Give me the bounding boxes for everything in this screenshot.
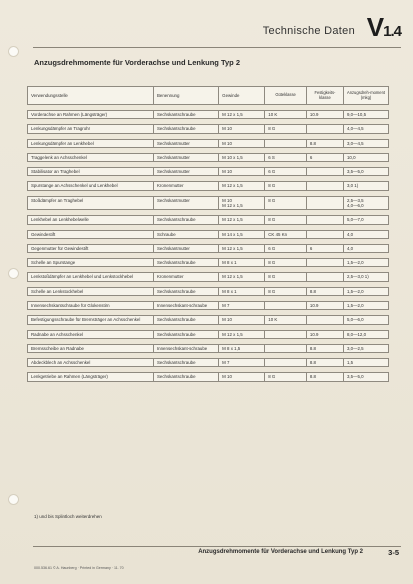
cell-location: Vorderachse an Rahmen (Längsträger) xyxy=(28,111,154,119)
cell-quality-class: 10 K xyxy=(265,316,307,324)
cell-location: Stoßdämpfer an Traghebel xyxy=(28,196,154,210)
cell-location: Schelle an Lenkstockhebel xyxy=(28,287,154,295)
cell-thread: M 10 M 12 x 1,5 xyxy=(219,196,265,210)
table-row xyxy=(28,373,389,381)
cell-strength-class: 8.8 xyxy=(306,287,343,295)
cell-torque: 3,5—5,0 xyxy=(343,373,388,381)
cell-torque: 1,5—2,0 xyxy=(343,301,388,309)
cell-torque: 10,0 xyxy=(343,153,388,161)
cell-torque: 1,5 xyxy=(343,359,388,367)
cell-location: Bremsscheibe an Radnabe xyxy=(28,344,154,352)
table-row xyxy=(28,111,389,119)
cell-thread: M 12 x 1,5 xyxy=(219,330,265,338)
col-header-quality-class: Güteklasse xyxy=(265,87,307,105)
cell-quality-class xyxy=(265,344,307,352)
cell-quality-class xyxy=(265,139,307,147)
section-title: Technische Daten xyxy=(262,25,355,37)
cell-designation: Sechskantmutter xyxy=(153,168,218,176)
cell-strength-class: 10.9 xyxy=(306,111,343,119)
page-title: Anzugsdrehmomente für Vorderachse und Lenkung Typ 2 xyxy=(34,58,240,67)
cell-thread: M 10 xyxy=(219,316,265,324)
torque-table xyxy=(27,86,389,382)
col-header-strength-class: Festigkeits-klasse xyxy=(306,87,343,105)
cell-torque: 3,0—2,5 xyxy=(343,344,388,352)
cell-designation: Sechskantmutter xyxy=(153,153,218,161)
cell-strength-class xyxy=(306,182,343,190)
cell-location: Lenkungsdämpfer an Tragrohr xyxy=(28,125,154,133)
cell-strength-class xyxy=(306,168,343,176)
cell-quality-class: 6 S xyxy=(265,153,307,161)
cell-strength-class xyxy=(306,230,343,238)
cell-location: Abdeckblech an Achsschenkel xyxy=(28,359,154,367)
cell-torque: 4,0 xyxy=(343,244,388,252)
cell-quality-class: 6 G xyxy=(265,168,307,176)
table-row xyxy=(28,330,389,338)
table-row xyxy=(28,139,389,147)
footnote: 1) und bis Splintloch weiterdrehen xyxy=(34,514,102,519)
cell-quality-class: 6 G xyxy=(265,244,307,252)
cell-strength-class xyxy=(306,196,343,210)
cell-location: Gegenmutter für Gewindestift xyxy=(28,244,154,252)
cell-strength-class: 10.9 xyxy=(306,330,343,338)
cell-thread: M 12 x 1,5 xyxy=(219,182,265,190)
cell-designation: Sechskantmutter xyxy=(153,244,218,252)
cell-location: Traggelenk an Achsschenkel xyxy=(28,153,154,161)
cell-thread: M 10 xyxy=(219,125,265,133)
section-code xyxy=(367,12,401,43)
cell-quality-class xyxy=(265,330,307,338)
col-header-thread: Gewinde xyxy=(219,87,265,105)
cell-torque: 3,5—5,0 xyxy=(343,168,388,176)
cell-designation: Schraube xyxy=(153,230,218,238)
cell-location: Radnabe an Achsschenkel xyxy=(28,330,154,338)
cell-torque: 1,5—2,0 xyxy=(343,287,388,295)
cell-designation: Sechskantschraube xyxy=(153,125,218,133)
cell-quality-class: 8 G xyxy=(265,259,307,267)
cell-designation: Kronenmutter xyxy=(153,182,218,190)
cell-thread: M 14 x 1,5 xyxy=(219,230,265,238)
punch-hole xyxy=(8,268,19,279)
cell-quality-class: CK 45 Kn xyxy=(265,230,307,238)
cell-thread: M 10 xyxy=(219,373,265,381)
cell-thread: M 12 x 1,5 xyxy=(219,111,265,119)
cell-designation: Sechskantschraube xyxy=(153,287,218,295)
col-header-location: Verwendungsstelle xyxy=(28,87,154,105)
table-row xyxy=(28,273,389,281)
cell-location: Schelle an Spurstange xyxy=(28,259,154,267)
cell-strength-class: 6 xyxy=(306,153,343,161)
cell-quality-class: 8 G xyxy=(265,196,307,210)
table-row xyxy=(28,259,389,267)
cell-thread: M 12 x 1,5 xyxy=(219,216,265,224)
cell-torque: 1,5—2,0 xyxy=(343,259,388,267)
col-header-designation: Benennung xyxy=(153,87,218,105)
cell-quality-class: 8 G xyxy=(265,182,307,190)
cell-designation: Innensechskant-schraube xyxy=(153,301,218,309)
cell-strength-class: 8.8 xyxy=(306,373,343,381)
cell-torque: 4,0—4,5 xyxy=(343,125,388,133)
cell-thread: M 10 xyxy=(219,139,265,147)
cell-designation: Sechskantschraube xyxy=(153,216,218,224)
col-header-torque: Anzugsdreh-moment (mkg) xyxy=(343,87,388,105)
cell-location: Lenkstoßdämpfer an Lenkhebel und Lenkstockhebel xyxy=(28,273,154,281)
section-code-sub: 1.4 xyxy=(383,23,401,40)
cell-location: Stabilisator an Traghebel xyxy=(28,168,154,176)
cell-location: Befestigungsschraube für Bremsträger an Achsschenkel xyxy=(28,316,154,324)
cell-location: Lenkungsdämpfer an Lenkhebel xyxy=(28,139,154,147)
cell-designation: Sechskantschraube xyxy=(153,359,218,367)
cell-torque: 2,5—3,5 4,0—6,0 xyxy=(343,196,388,210)
table-row xyxy=(28,216,389,224)
footer-rule xyxy=(33,546,401,547)
cell-torque: 9,0—10,5 xyxy=(343,111,388,119)
cell-strength-class: 8.8 xyxy=(306,139,343,147)
cell-designation: Sechskantmutter xyxy=(153,196,218,210)
cell-thread: M 8 x 1,5 xyxy=(219,344,265,352)
cell-location: Gewindestift xyxy=(28,230,154,238)
cell-quality-class: 8 G xyxy=(265,216,307,224)
cell-strength-class: 6 xyxy=(306,244,343,252)
cell-torque: 3,0 1) xyxy=(343,182,388,190)
table-row xyxy=(28,125,389,133)
punch-hole xyxy=(8,46,19,57)
cell-strength-class: 8.8 xyxy=(306,344,343,352)
table-row xyxy=(28,301,389,309)
cell-strength-class xyxy=(306,273,343,281)
header-rule xyxy=(33,47,401,48)
cell-designation: Sechskantschraube xyxy=(153,111,218,119)
cell-location: Spurstange an Achsschenkel und Lenkhebel xyxy=(28,182,154,190)
cell-designation: Sechskantschraube xyxy=(153,330,218,338)
cell-strength-class xyxy=(306,316,343,324)
cell-quality-class: 8 G xyxy=(265,125,307,133)
table-row xyxy=(28,359,389,367)
cell-thread: M 12 x 1,5 xyxy=(219,273,265,281)
table-row xyxy=(28,287,389,295)
table-row xyxy=(28,196,389,210)
cell-strength-class: 8.8 xyxy=(306,359,343,367)
cell-quality-class: 8 G xyxy=(265,373,307,381)
cell-thread: M 10 x 1,5 xyxy=(219,153,265,161)
table-row xyxy=(28,244,389,252)
cell-thread: M 7 xyxy=(219,359,265,367)
section-code-main: V xyxy=(366,12,384,42)
cell-thread: M 8 x 1 xyxy=(219,287,265,295)
cell-location: Lenkgetriebe an Rahmen (Längsträger) xyxy=(28,373,154,381)
cell-designation: Sechskantschraube xyxy=(153,373,218,381)
cell-quality-class xyxy=(265,301,307,309)
cell-torque: 2,5—3,0 1) xyxy=(343,273,388,281)
cell-torque: 5,0—6,0 xyxy=(343,316,388,324)
cell-quality-class: 8 G xyxy=(265,273,307,281)
cell-designation: Sechskantmutter xyxy=(153,139,218,147)
punch-hole xyxy=(8,494,19,505)
table-row xyxy=(28,344,389,352)
cell-thread: M 12 x 1,5 xyxy=(219,244,265,252)
cell-strength-class xyxy=(306,125,343,133)
table-row xyxy=(28,230,389,238)
cell-quality-class: 10 K xyxy=(265,111,307,119)
cell-thread: M 8 x 1 xyxy=(219,259,265,267)
cell-torque: 4,0 xyxy=(343,230,388,238)
cell-strength-class: 10.9 xyxy=(306,301,343,309)
cell-designation: Kronenmutter xyxy=(153,273,218,281)
print-line: 000.536.61 © A. Haunberg · Printed in Germany · 11. 70 xyxy=(34,566,124,570)
table-row xyxy=(28,316,389,324)
cell-strength-class xyxy=(306,259,343,267)
footer-title: Anzugsdrehmomente für Vorderachse und Lenkung Typ 2 xyxy=(198,549,363,555)
cell-torque: 5,0—7,0 xyxy=(343,216,388,224)
cell-torque: 3,0—4,5 xyxy=(343,139,388,147)
cell-thread: M 7 xyxy=(219,301,265,309)
cell-quality-class xyxy=(265,359,307,367)
table-row xyxy=(28,182,389,190)
table-row xyxy=(28,168,389,176)
cell-torque: 8,0—12,0 xyxy=(343,330,388,338)
cell-designation: Innensechskant-schraube xyxy=(153,344,218,352)
cell-strength-class xyxy=(306,216,343,224)
page-number: 3-5 xyxy=(388,548,399,557)
cell-location: Innensechskantschraube für Glokenstirn xyxy=(28,301,154,309)
cell-quality-class: 8 G xyxy=(265,287,307,295)
cell-thread: M 10 xyxy=(219,168,265,176)
cell-location: Lenkhebel an Lenkhebelwelle xyxy=(28,216,154,224)
table-header-row xyxy=(28,87,389,105)
cell-designation: Sechskantschraube xyxy=(153,259,218,267)
cell-designation: Sechskantschraube xyxy=(153,316,218,324)
table-row xyxy=(28,153,389,161)
